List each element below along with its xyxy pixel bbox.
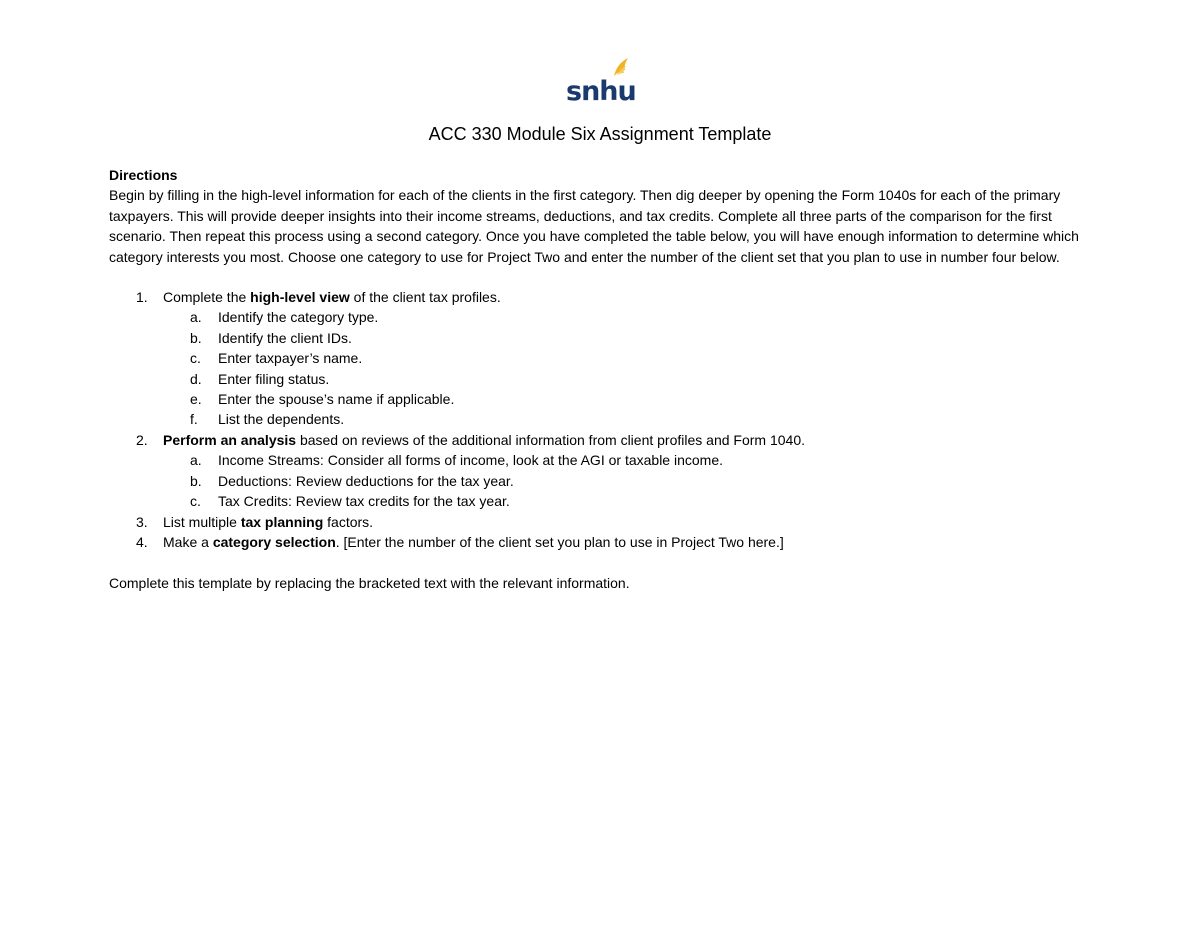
sub-item xyxy=(109,389,1089,409)
step-number: 4. xyxy=(136,533,148,550)
sub-item xyxy=(109,328,1089,348)
sub-item xyxy=(109,348,1089,368)
sub-letter: c. xyxy=(190,350,201,367)
step-item-4 xyxy=(109,532,1089,552)
sub-text: Enter filing status. xyxy=(218,370,330,387)
step-text-pre: Make a xyxy=(163,533,213,550)
steps-list xyxy=(109,287,1089,552)
sub-letter: b. xyxy=(190,329,202,346)
sub-item xyxy=(109,307,1089,327)
directions-paragraph: Begin by filling in the high-level information for each of the clients in the first category. Then dig deeper by opening the Form 1040s for each of the primary taxpayers. This will provide deeper insights into their income streams, deductions, and tax credits. Complete all three parts of the comparison for the first scenario. Then repeat this process using a second category. Once you have completed the table below, you will have enough information to determine which category interests you most. Choose one category to use for Project Two and enter the number of the client set that you plan to use in number four below. xyxy=(109,187,1079,265)
sub-text: List the dependents. xyxy=(218,411,345,428)
directions-heading: Directions xyxy=(109,167,178,183)
document-body xyxy=(109,165,1089,594)
step-item-2 xyxy=(109,430,1089,512)
step-text-bold: Perform an analysis xyxy=(163,431,297,448)
step-text-post: of the client tax profiles. xyxy=(349,289,501,306)
sub-text: Enter taxpayer’s name. xyxy=(218,350,363,367)
step-item-1 xyxy=(109,287,1089,430)
sub-letter: f. xyxy=(190,411,198,428)
footer-note: Complete this template by replacing the bracketed text with the relevant information. xyxy=(109,575,630,592)
step-1-sublist xyxy=(163,307,1089,429)
step-2-sublist xyxy=(163,450,1089,511)
step-number: 1. xyxy=(136,289,148,306)
sub-item xyxy=(109,491,1089,511)
sub-text: Identify the client IDs. xyxy=(218,329,352,346)
sub-letter: b. xyxy=(190,472,202,489)
step-text-pre: List multiple xyxy=(163,513,241,530)
svg-text:snhu: snhu xyxy=(566,76,636,104)
document-title: ACC 330 Module Six Assignment Template xyxy=(428,124,772,144)
step-text-bold: category selection xyxy=(212,533,336,550)
sub-text: Tax Credits: Review tax credits for the tax year. xyxy=(218,493,510,510)
step-number: 3. xyxy=(136,513,148,530)
sub-letter: e. xyxy=(190,391,202,408)
step-text-post: based on reviews of the additional information from client profiles and Form 1040. xyxy=(296,431,805,448)
step-text-post: factors. xyxy=(323,513,374,530)
step-item-3 xyxy=(109,512,1089,532)
sub-item xyxy=(109,471,1089,491)
sub-item xyxy=(109,450,1089,470)
step-text-bold: tax planning xyxy=(240,513,324,530)
sub-letter: d. xyxy=(190,370,202,387)
sub-item xyxy=(109,369,1089,389)
sub-letter: a. xyxy=(190,309,202,326)
sub-text: Enter the spouse’s name if applicable. xyxy=(218,391,455,408)
step-number: 2. xyxy=(136,431,148,448)
sub-letter: a. xyxy=(190,452,202,469)
sub-letter: c. xyxy=(190,493,201,510)
sub-text: Deductions: Review deductions for the tax year. xyxy=(218,472,514,489)
step-text-bold: high-level view xyxy=(250,289,350,306)
sub-text: Identify the category type. xyxy=(218,309,379,326)
sub-item xyxy=(109,409,1089,429)
sub-text: Income Streams: Consider all forms of income, look at the AGI or taxable income. xyxy=(218,452,723,469)
step-text-pre: Complete the xyxy=(163,289,251,306)
snhu-logo xyxy=(562,56,636,104)
step-text-post: . [Enter the number of the client set you plan to use in Project Two here.] xyxy=(335,533,784,550)
